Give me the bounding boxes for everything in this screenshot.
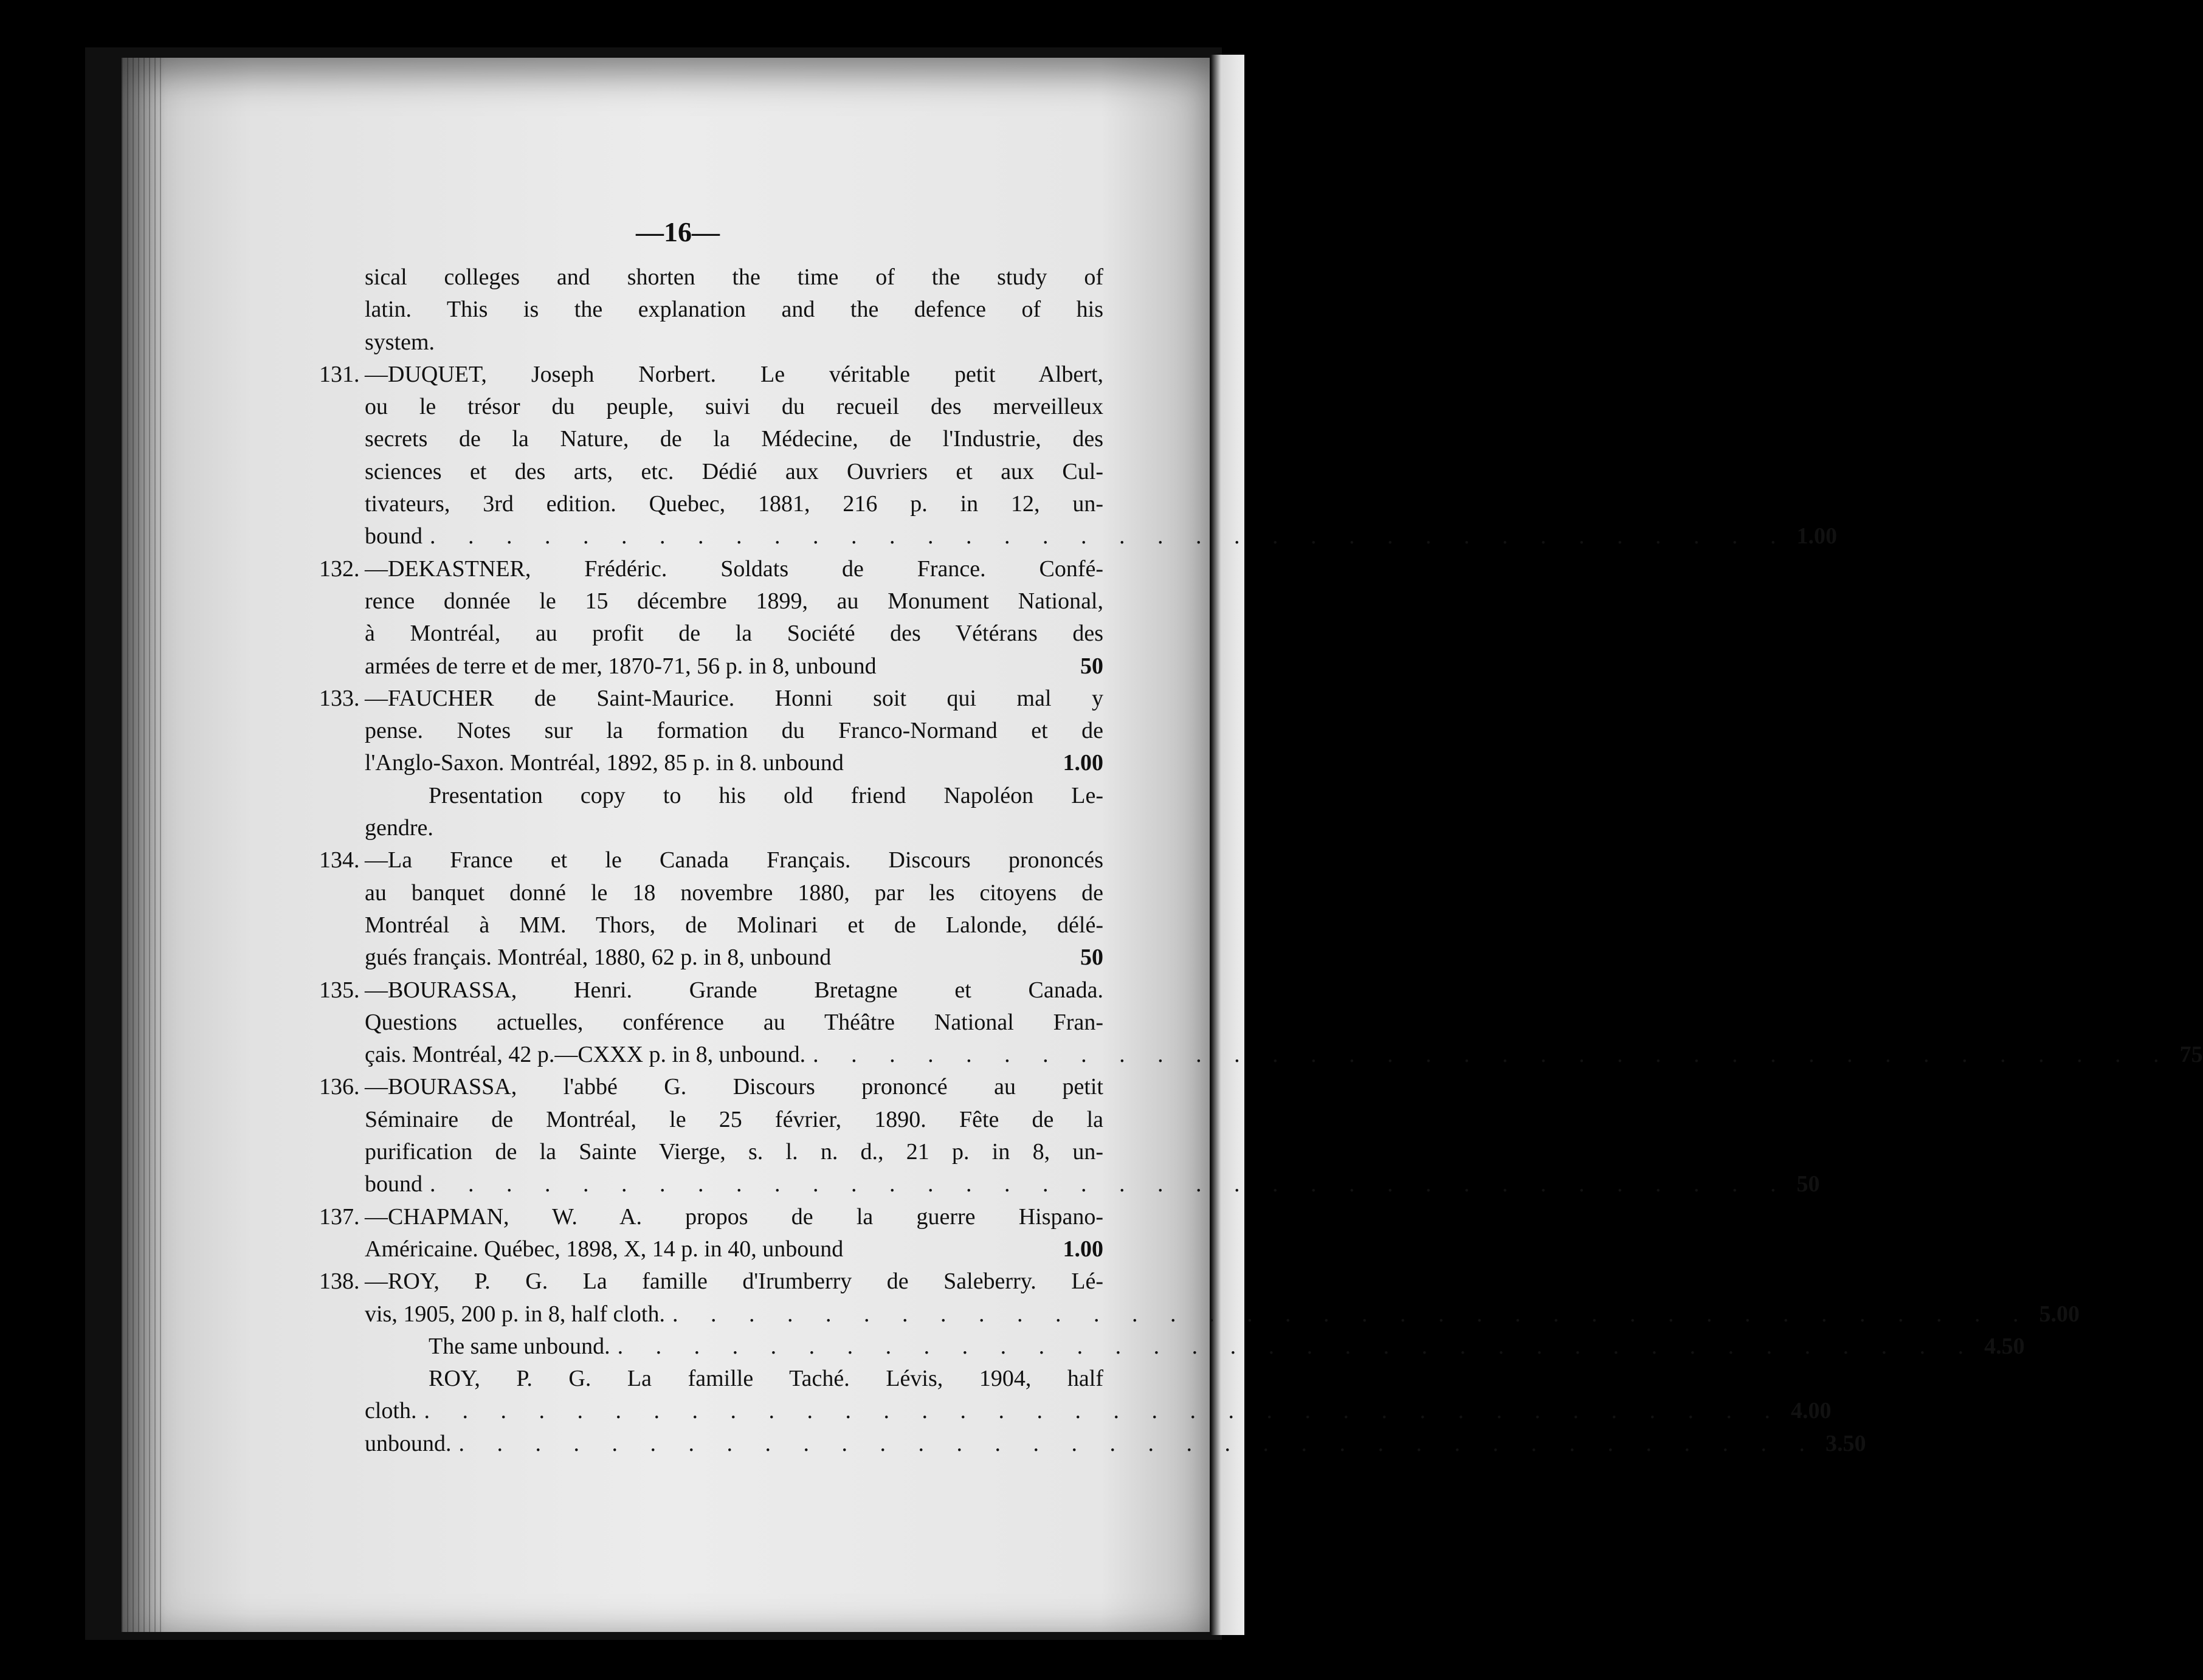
entry-number: 137. — [319, 1203, 360, 1230]
text-line — [319, 974, 1103, 1007]
dot-leader: . . . . . . . . . . . . . . . . . . . . . . . . . . . . . . . . . . . . — [617, 1333, 1977, 1359]
text-line — [319, 1071, 1103, 1103]
text-line — [365, 488, 1103, 520]
text-line — [319, 1265, 1103, 1298]
line-text: vis, 1905, 200 p. in 8, half cloth. — [365, 1301, 665, 1327]
line-text: gués français. Montréal, 1880, 62 p. in 8, unbound — [365, 945, 832, 971]
line-text: —FAUCHER de Saint-Maurice. Honni soit qui mal y — [365, 685, 1103, 711]
price: 75 — [2179, 1042, 2203, 1068]
line-text: latin. This is the explanation and the defence of his — [365, 297, 1103, 323]
line-text: à Montréal, au profit de la Société des Vétérans des — [365, 621, 1103, 647]
entry-number: 135. — [319, 977, 360, 1003]
line-text: —BOURASSA, l'abbé G. Discours prononcé au petit — [365, 1074, 1103, 1100]
text-line — [365, 780, 1103, 812]
line-text: rence donnée le 15 décembre 1899, au Monument National, — [365, 588, 1103, 614]
line-text: unbound. — [365, 1430, 452, 1456]
line-text: Presentation copy to his old friend Napoléon Le- — [429, 782, 1103, 808]
text-line — [365, 1331, 2025, 1363]
line-text: system. — [365, 329, 435, 355]
line-text: armées de terre et de mer, 1870-71, 56 p. in 8, unbound — [365, 653, 877, 679]
line-text: tivateurs, 3rd edition. Quebec, 1881, 216 p. in 12, un- — [365, 491, 1103, 517]
line-text: —CHAPMAN, W. A. propos de la guerre Hispano- — [365, 1203, 1103, 1230]
line-text: —DUQUET, Joseph Norbert. Le véritable petit Albert, — [365, 361, 1103, 387]
price: 1.00 — [1063, 1236, 1103, 1262]
line-text: Montréal à MM. Thors, de Molinari et de Lalonde, délé- — [365, 912, 1103, 938]
line-text: bound — [365, 1171, 422, 1197]
entry-number: 131. — [319, 361, 360, 387]
text-line — [365, 1233, 1103, 1265]
price: 50 — [1080, 945, 1103, 971]
text-line — [365, 1136, 1103, 1168]
line-text: sical colleges and shorten the time of the study of — [365, 264, 1103, 290]
entry-number: 136. — [319, 1074, 360, 1100]
line-text: pense. Notes sur la formation du Franco-Normand et de — [365, 718, 1103, 744]
line-text: Séminaire de Montréal, le 25 février, 1890. Fête de la — [365, 1106, 1103, 1132]
catalogue-text — [319, 261, 2203, 1460]
price: 1.00 — [1063, 750, 1103, 776]
dot-leader: . . . . . . . . . . . . . . . . . . . . . . . . . . . . . . . . . . . . — [813, 1042, 2173, 1068]
line-text: —ROY, P. G. La famille d'Irumberry de Saleberry. Lé- — [365, 1269, 1103, 1295]
text-line — [365, 456, 1103, 488]
text-line — [365, 909, 1103, 942]
line-text: purification de la Sainte Vierge, s. l. n. d., 21 p. in 8, un- — [365, 1139, 1103, 1165]
entry-number: 133. — [319, 685, 360, 711]
line-text: Américaine. Québec, 1898, X, 14 p. in 40, unbound — [365, 1236, 844, 1262]
entry-number: 134. — [319, 847, 360, 873]
text-line — [365, 942, 1103, 974]
line-text: The same unbound. — [429, 1333, 610, 1359]
text-line — [365, 326, 1103, 359]
entry-number: 138. — [319, 1269, 360, 1295]
text-line — [319, 553, 1103, 585]
text-line — [365, 261, 1103, 294]
text-line — [365, 747, 1103, 779]
text-line — [319, 1201, 1103, 1233]
text-line — [365, 1007, 1103, 1039]
dot-leader: . . . . . . . . . . . . . . . . . . . . . . . . . . . . . . . . . . . . — [430, 1171, 1790, 1197]
text-line — [365, 1428, 1866, 1460]
price: 5.00 — [2039, 1301, 2080, 1327]
entry-number: 132. — [319, 556, 360, 582]
text-line — [365, 1298, 2080, 1331]
text-line — [365, 812, 1103, 844]
line-text: çais. Montréal, 42 p.—CXXX p. in 8, unbound. — [365, 1042, 806, 1068]
price: 50 — [1080, 653, 1103, 679]
dot-leader: . . . . . . . . . . . . . . . . . . . . . . . . . . . . . . . . . . . . — [672, 1301, 2032, 1327]
price: 4.00 — [1790, 1398, 1832, 1424]
text-line — [319, 359, 1103, 391]
text-line — [365, 877, 1103, 909]
line-text: sciences et des arts, etc. Dédié aux Ouvriers et aux Cul- — [365, 458, 1103, 484]
dot-leader: . . . . . . . . . . . . . . . . . . . . . . . . . . . . . . . . . . . . — [458, 1430, 1818, 1456]
line-text: secrets de la Nature, de la Médecine, de l'Industrie, des — [365, 426, 1103, 452]
text-line — [319, 844, 1103, 876]
dot-leader: . . . . . . . . . . . . . . . . . . . . . . . . . . . . . . . . . . . . — [430, 523, 1790, 549]
text-line — [319, 683, 1103, 715]
text-line — [365, 294, 1103, 326]
line-text: —DEKASTNER, Frédéric. Soldats de France. Confé- — [365, 556, 1103, 582]
line-text: bound — [365, 523, 422, 549]
text-line — [365, 391, 1103, 423]
line-text: l'Anglo-Saxon. Montréal, 1892, 85 p. in 8. unbound — [365, 750, 844, 776]
text-line — [365, 585, 1103, 618]
line-text: —BOURASSA, Henri. Grande Bretagne et Canada. — [365, 977, 1103, 1003]
line-text: gendre. — [365, 815, 433, 841]
text-line — [365, 1104, 1103, 1136]
text-line — [365, 618, 1103, 650]
line-text: ROY, P. G. La famille Taché. Lévis, 1904, half — [429, 1366, 1103, 1392]
page-number: —16— — [636, 216, 720, 247]
price: 4.50 — [1984, 1333, 2025, 1359]
text-line — [365, 650, 1103, 683]
line-text: au banquet donné le 18 novembre 1880, par les citoyens de — [365, 880, 1103, 906]
text-line — [365, 1039, 2203, 1071]
text-line — [365, 1395, 1832, 1427]
line-text: ou le trésor du peuple, suivi du recueil des merveilleux — [365, 394, 1103, 420]
line-text: —La France et le Canada Français. Discours prononcés — [365, 847, 1103, 873]
price: 1.00 — [1796, 523, 1837, 549]
text-line — [365, 520, 1837, 553]
dot-leader: . . . . . . . . . . . . . . . . . . . . . . . . . . . . . . . . . . . . — [424, 1398, 1784, 1424]
text-line — [365, 423, 1103, 455]
line-text: cloth. — [365, 1398, 417, 1424]
price: 3.50 — [1825, 1430, 1866, 1456]
line-text: Questions actuelles, conférence au Théâtre National Fran- — [365, 1009, 1103, 1035]
text-line — [365, 1168, 1820, 1200]
price: 50 — [1796, 1171, 1820, 1197]
text-line — [365, 1363, 1103, 1395]
text-line — [365, 715, 1103, 747]
